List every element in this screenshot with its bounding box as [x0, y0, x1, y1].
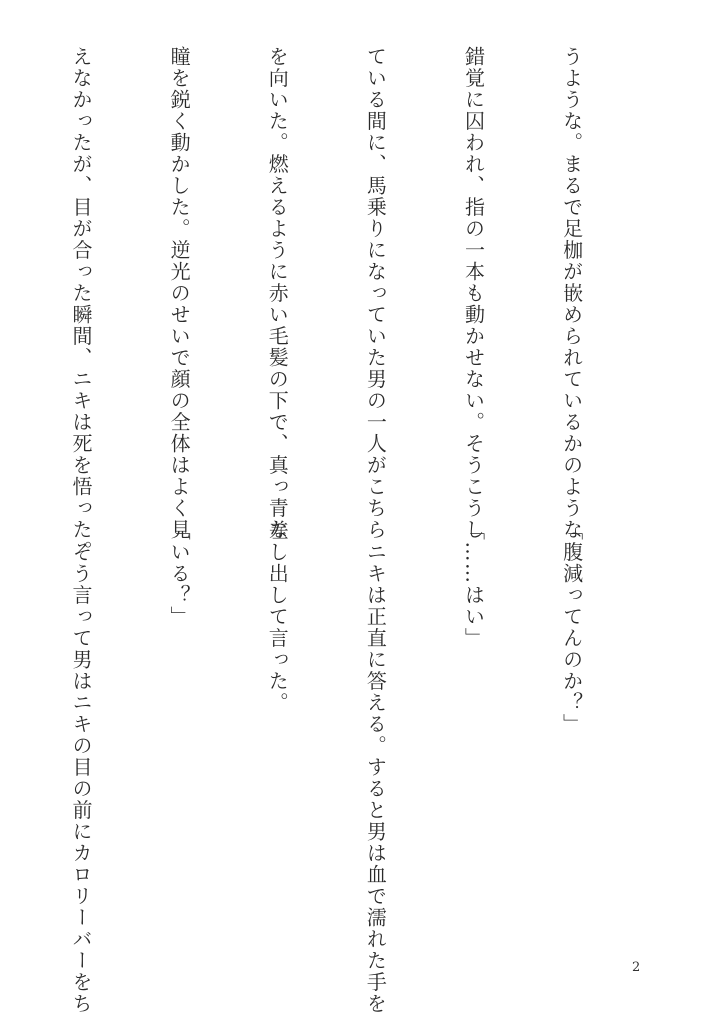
text-line: 「腹減ってんのか？」 — [559, 520, 584, 735]
text-line: 「いる？」 — [167, 520, 192, 628]
text-line: ている間に、馬乗りになっていた男の一人がこちら — [363, 46, 388, 541]
text-line: 瞳を鋭く動かした。逆光のせいで顔の全体はよく見 — [167, 46, 192, 541]
text-line: 差し出して言った。 — [265, 520, 290, 714]
text-block-top — [0, 46, 653, 562]
text-line: 「……はい」 — [461, 520, 486, 649]
text-block-bottom — [0, 520, 653, 1015]
text-line: えなかったが、目が合った瞬間、ニキは死を悟った。 — [69, 46, 94, 562]
page-number: 2 — [632, 960, 641, 975]
text-line: ニキは正直に答える。すると男は血で濡れた手を — [363, 520, 388, 1015]
text-line: 錯覚に囚われ、指の一本も動かせない。そうこうし — [461, 46, 486, 541]
text-line: を向いた。燃えるように赤い毛髪の下で、真っ青な — [265, 46, 290, 541]
text-line: うような。まるで足枷が嵌められているかのような — [559, 46, 584, 541]
text-line: そう言って男はニキの目の前にカロリーバーをち — [69, 520, 94, 1015]
